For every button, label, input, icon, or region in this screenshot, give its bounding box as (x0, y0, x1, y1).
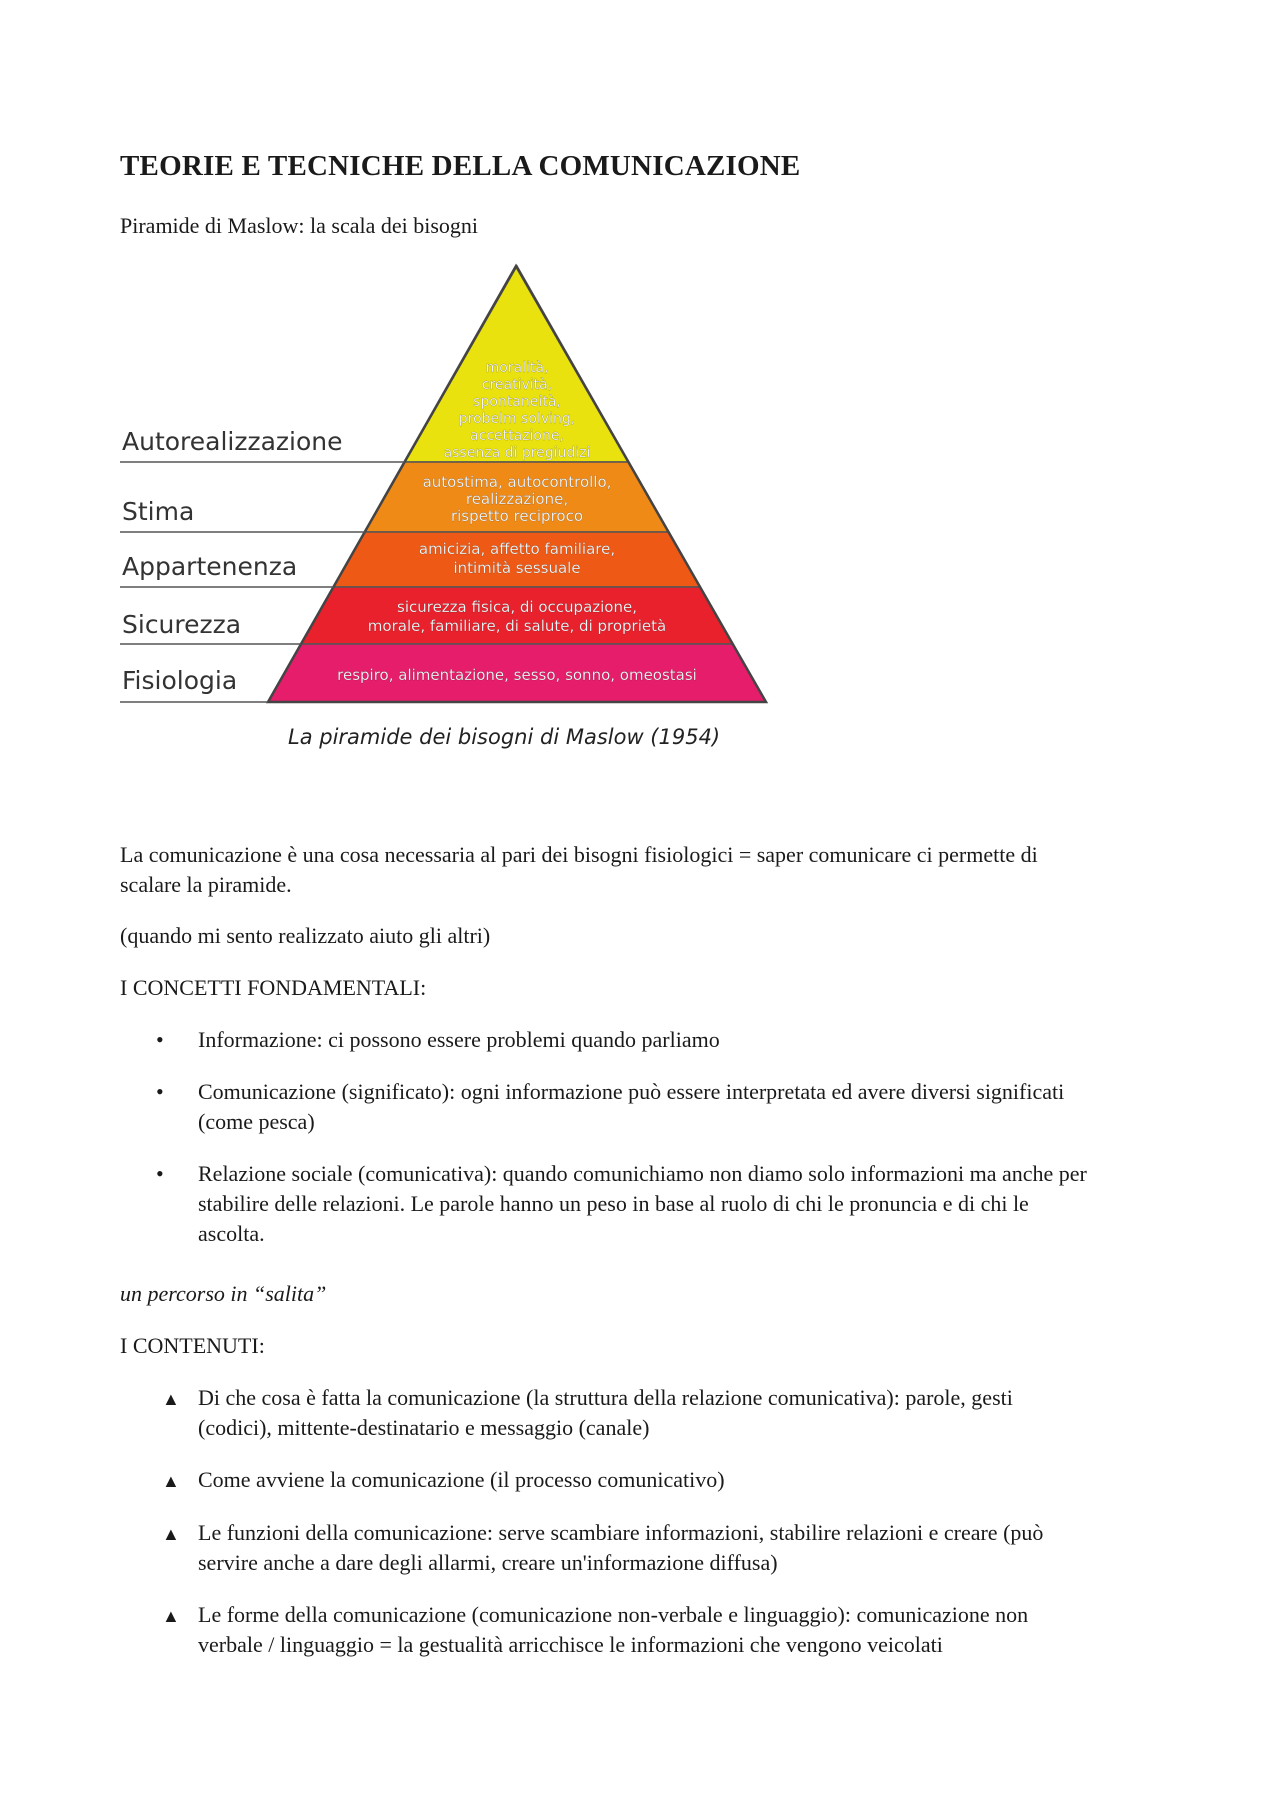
list-item-text: Di che cosa è fatta la comunicazione (la struttura della relazione comunicativa): parole, gesti (codici), mittente-destinatario e messaggio (canale) (198, 1385, 1013, 1440)
band-text: autostima, autocontrollo, (422, 473, 612, 491)
level-label-sicurezza: Sicurezza (122, 610, 242, 639)
subtitle: Piramide di Maslow: la scala dei bisogni (120, 213, 479, 238)
paragraph-note: (quando mi sento realizzato aiuto gli altri) (120, 923, 491, 948)
concepts-heading: I CONCETTI FONDAMENTALI: (120, 975, 427, 1000)
list-item-text: Comunicazione (significato): ogni informazione può essere interpretata ed avere diversi significati (come pesca) (198, 1079, 1065, 1134)
band-text: rispetto reciproco (450, 507, 584, 525)
band-text: realizzazione, (465, 490, 569, 508)
list-item-text: Come avviene la comunicazione (il processo comunicativo) (198, 1467, 725, 1492)
level-label-fisiologia: Fisiologia (122, 666, 238, 695)
list-item-text: Relazione sociale (comunicativa): quando comunichiamo non diamo solo informazioni ma anche per stabilire delle relazioni. Le parole hanno un peso in base al ruolo di chi le pronuncia e di chi le ascolta. (198, 1161, 1087, 1246)
bullet-icon: • (156, 1027, 164, 1052)
triangle-bullet-icon: ▲ (162, 1606, 180, 1626)
band-text: creatività, (481, 377, 553, 393)
maslow-pyramid-figure (120, 262, 780, 762)
contents-heading: I CONTENUTI: (120, 1333, 265, 1358)
band-text: morale, familiare, di salute, di proprietà (367, 617, 667, 635)
triangle-bullet-icon: ▲ (162, 1471, 180, 1491)
italic-note: un percorso in “salita” (120, 1281, 327, 1306)
paragraph-line: scalare la piramide. (120, 872, 292, 897)
paragraph-line: La comunicazione è una cosa necessaria al pari dei bisogni fisiologici = saper comunicare ci permette di (120, 842, 1038, 867)
band-text: assenza di pregiudizi (443, 445, 591, 461)
level-label-autorealizzazione: Autorealizzazione (122, 427, 343, 456)
band-text: amicizia, affetto familiare, (418, 540, 616, 558)
list-item-text: Informazione: ci possono essere problemi quando parliamo (198, 1027, 720, 1052)
level-label-stima: Stima (122, 497, 195, 526)
band-text: respiro, alimentazione, sesso, sonno, omeostasi (337, 666, 697, 684)
band-text: moralità, (485, 360, 549, 376)
list-item-text: Le forme della comunicazione (comunicazione non-verbale e linguaggio): comunicazione non verbale / linguaggio = la gestualità arricchisce le informazioni che vengono veicolati (198, 1602, 1029, 1657)
band-text: intimità sessuale (453, 559, 581, 577)
bullet-icon: • (156, 1079, 164, 1104)
triangle-bullet-icon: ▲ (162, 1524, 180, 1544)
band-text: probelm solving, (458, 411, 576, 427)
level-label-appartenenza: Appartenenza (122, 552, 298, 581)
bullet-icon: • (156, 1161, 164, 1186)
band-text: spontaneità, (473, 394, 561, 410)
figure-caption: La piramide dei bisogni di Maslow (1954) (288, 725, 721, 749)
list-item-text: Le funzioni della comunicazione: serve scambiare informazioni, stabilire relazioni e creare (può servire anche a dare degli allarmi, creare un'informazione diffusa) (198, 1520, 1044, 1575)
band-text: accettazione, (470, 428, 564, 444)
triangle-bullet-icon: ▲ (162, 1389, 180, 1409)
band-text: sicurezza fisica, di occupazione, (397, 598, 637, 616)
page-title: TEORIE E TECNICHE DELLA COMUNICAZIONE (120, 150, 801, 182)
